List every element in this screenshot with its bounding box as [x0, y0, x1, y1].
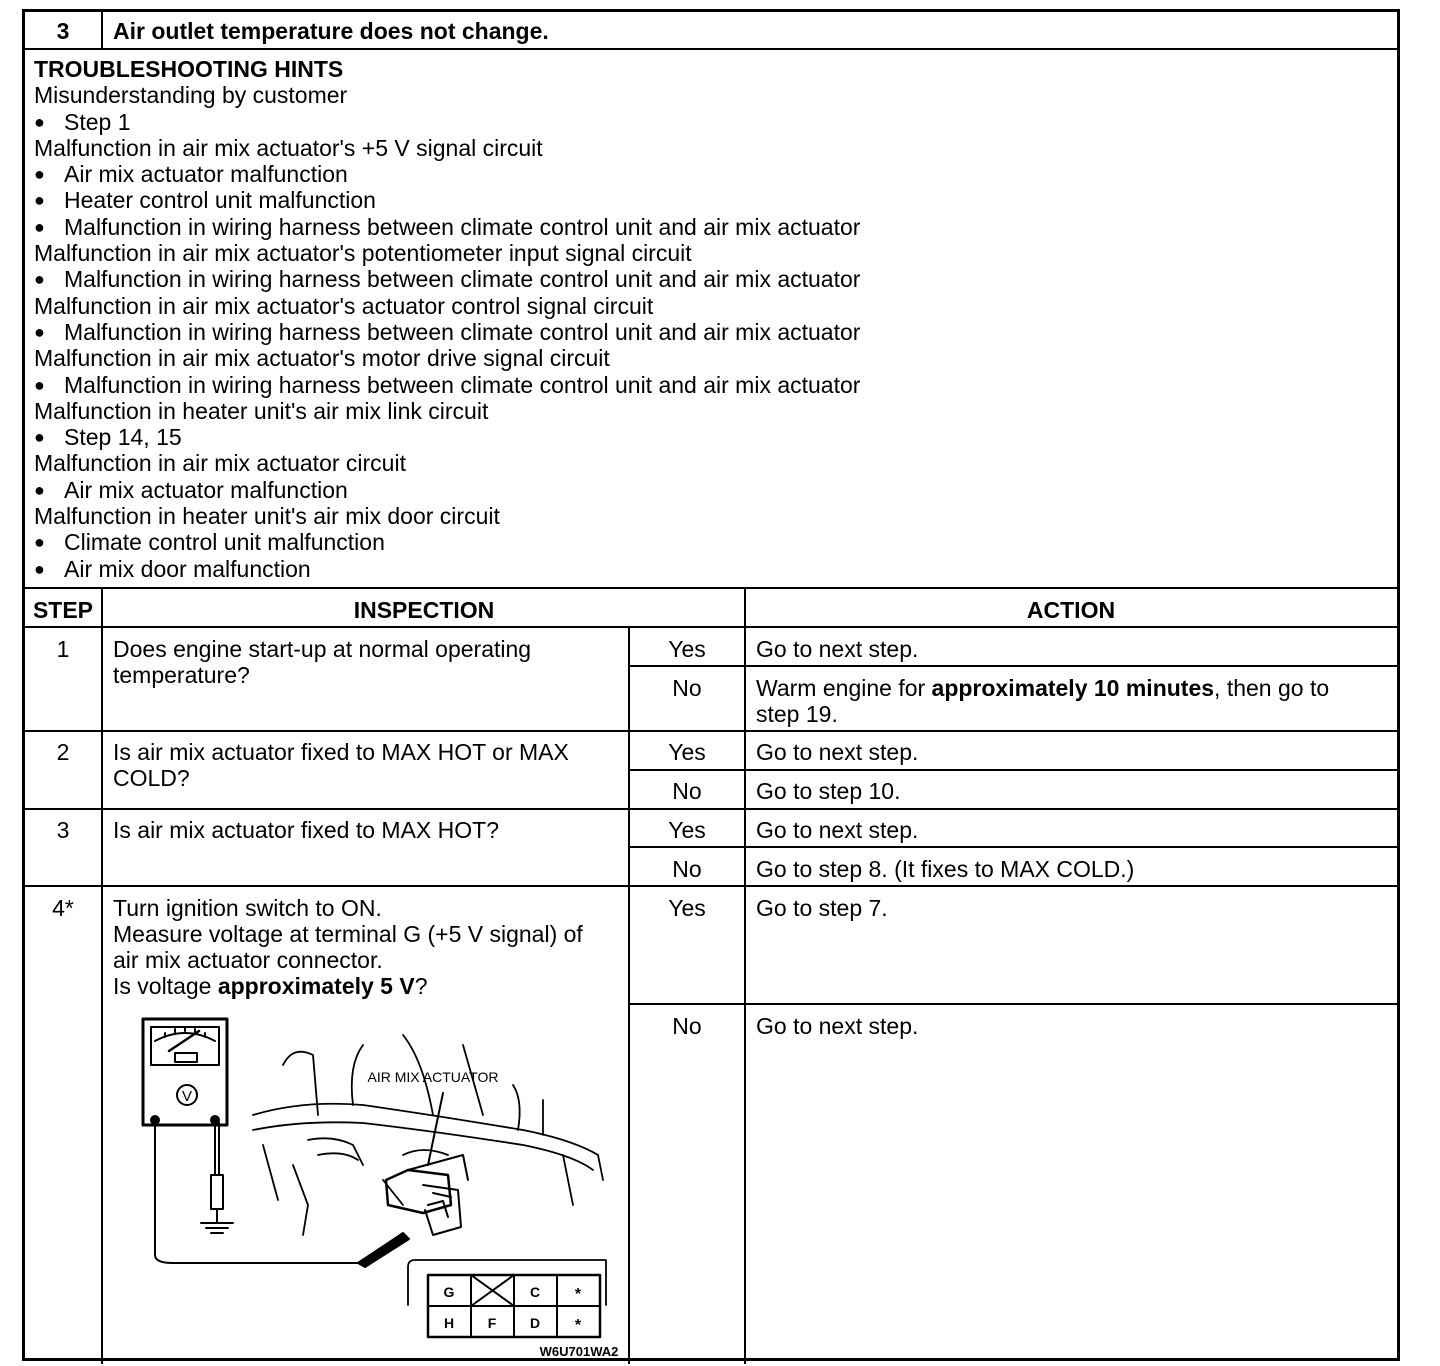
no-label: No: [672, 1013, 702, 1039]
action-text-part: Warm engine for: [756, 675, 932, 701]
hint-bullet-item: ● Malfunction in wiring harness between climate control unit and air mix actuator: [34, 319, 860, 345]
hint-category: Misunderstanding by customer: [34, 82, 348, 109]
pin-label: C: [529, 1284, 541, 1300]
hint-category: Malfunction in air mix actuator's +5 V signal circuit: [34, 134, 543, 161]
divider: [630, 1003, 1397, 1005]
action-text: step 19.: [756, 701, 838, 727]
pin-label: D: [529, 1315, 541, 1331]
no-label: No: [672, 778, 702, 804]
voltage-measurement-diagram: [103, 1005, 628, 1361]
inspection-line: air mix actuator connector.: [113, 947, 383, 973]
divider: [25, 808, 1397, 810]
action-text: [756, 675, 1329, 701]
hint-bullet-item: ● Step 14, 15: [34, 424, 860, 450]
step-number: 3: [56, 817, 70, 843]
divider: [630, 846, 1397, 848]
inspection-text-part: ?: [414, 973, 428, 999]
divider: [25, 730, 1397, 732]
divider: [744, 587, 746, 1364]
step-number: 4*: [52, 895, 74, 921]
divider: [630, 665, 1397, 667]
hint-category: Malfunction in air mix actuator's potentiometer input signal circuit: [34, 240, 692, 267]
yes-label: Yes: [668, 895, 706, 921]
inspection-text-part: Is voltage: [113, 973, 218, 999]
no-label: No: [672, 675, 702, 701]
step-number: 1: [56, 636, 70, 662]
yes-label: Yes: [668, 817, 706, 843]
divider: [25, 885, 1397, 887]
symptom-number: 3: [56, 18, 70, 44]
hint-category: Malfunction in air mix actuator circuit: [34, 450, 406, 477]
inspection-line: Does engine start-up at normal operating: [113, 636, 532, 662]
hint-bullet-item: ● Malfunction in wiring harness between climate control unit and air mix actuator: [34, 266, 860, 292]
connector-pinout: [428, 1275, 600, 1337]
divider: [25, 587, 1397, 589]
pin-label: F: [487, 1315, 497, 1331]
action-text: Go to next step.: [756, 636, 919, 662]
divider: [25, 626, 1397, 628]
yes-label: Yes: [668, 636, 706, 662]
action-text: Go to step 10.: [756, 778, 901, 804]
hints-block: [34, 56, 860, 582]
hint-bullet-item: ● Air mix actuator malfunction: [34, 161, 860, 187]
hint-category: Malfunction in air mix actuator's motor drive signal circuit: [34, 345, 610, 372]
inspection-line: COLD?: [113, 765, 190, 791]
action-text-emphasis: approximately 10 minutes: [931, 675, 1215, 701]
hint-bullet-item: ● Malfunction in wiring harness between climate control unit and air mix actuator: [34, 372, 860, 398]
hint-bullet-item: ● Heater control unit malfunction: [34, 187, 860, 213]
hint-bullet-item: ● Climate control unit malfunction: [34, 529, 860, 555]
divider: [630, 769, 1397, 771]
pin-label: G: [443, 1284, 455, 1300]
figure-code: W6U701WA2: [539, 1344, 619, 1359]
yes-label: Yes: [668, 739, 706, 765]
no-label: No: [672, 856, 702, 882]
pin-label: H: [443, 1315, 455, 1331]
column-header-inspection: INSPECTION: [353, 597, 495, 623]
column-header-action: ACTION: [1026, 597, 1116, 623]
step-number: 2: [56, 739, 70, 765]
inspection-line: Is air mix actuator fixed to MAX HOT or MAX: [113, 739, 569, 765]
divider: [101, 12, 103, 48]
inspection-line: Measure voltage at terminal G (+5 V signal) of: [113, 921, 583, 947]
air-mix-actuator-icon: [386, 1155, 468, 1235]
pin-label: *: [574, 1286, 582, 1303]
hint-category: Malfunction in heater unit's air mix door circuit: [34, 503, 500, 530]
column-header-step: STEP: [32, 597, 94, 623]
symptom-title: Air outlet temperature does not change.: [113, 18, 549, 44]
hint-bullet-item: ● Air mix actuator malfunction: [34, 477, 860, 503]
hint-category: Malfunction in heater unit's air mix link circuit: [34, 397, 489, 424]
inspection-line: Turn ignition switch to ON.: [113, 895, 382, 921]
divider: [628, 626, 630, 1364]
hint-category: Malfunction in air mix actuator's actuator control signal circuit: [34, 292, 654, 319]
action-text-part: , then go to: [1214, 675, 1330, 701]
hints-list: [34, 82, 860, 582]
hints-heading: TROUBLESHOOTING HINTS: [34, 56, 344, 82]
action-text: Go to step 7.: [756, 895, 888, 921]
inspection-line: Is air mix actuator fixed to MAX HOT?: [113, 817, 500, 843]
callout-label: AIR MIX ACTUATOR: [367, 1069, 499, 1085]
inspection-question: [113, 973, 428, 999]
pin-label: *: [574, 1317, 582, 1334]
divider: [25, 48, 1397, 50]
hint-bullet-item: ● Air mix door malfunction: [34, 556, 860, 582]
inspection-text-emphasis: approximately 5 V: [217, 973, 415, 999]
hint-bullet-item: ● Malfunction in wiring harness between climate control unit and air mix actuator: [34, 214, 860, 240]
action-text: Go to next step.: [756, 739, 919, 765]
voltmeter-icon: [143, 1019, 227, 1125]
action-text: Go to next step.: [756, 817, 919, 843]
inspection-line: temperature?: [113, 662, 250, 688]
troubleshooting-sheet: [22, 9, 1400, 1361]
hint-bullet-item: ● Step 1: [34, 109, 860, 135]
action-text: Go to step 8. (It fixes to MAX COLD.): [756, 856, 1135, 882]
action-text: Go to next step.: [756, 1013, 919, 1039]
meter-symbol: V: [181, 1088, 193, 1105]
